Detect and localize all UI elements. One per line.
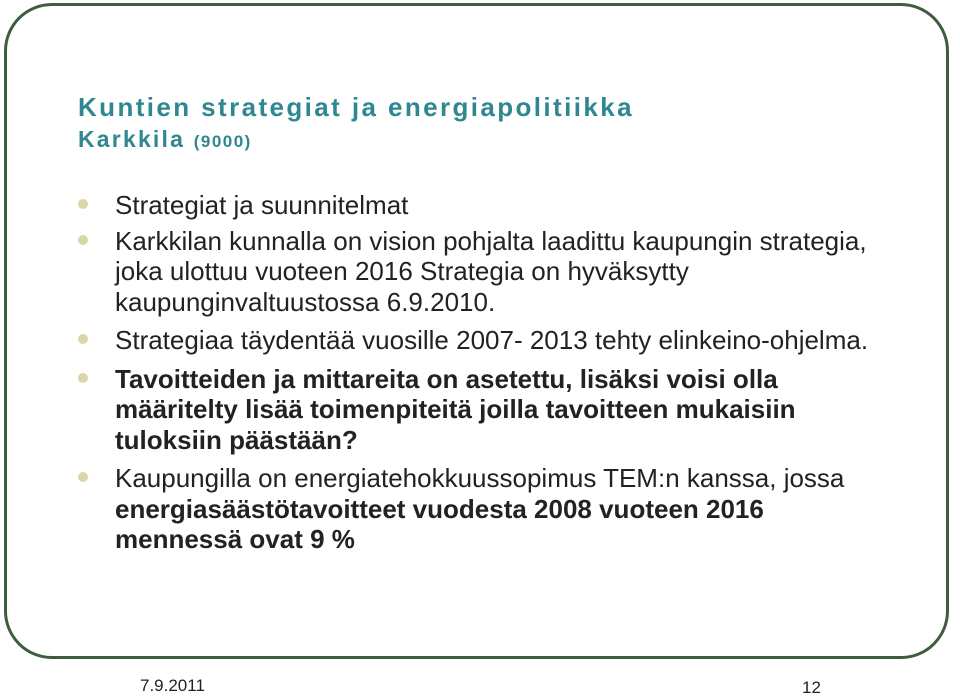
bullet-text-normal: Kaupungilla on energiatehokkuussopimus TEM:n kanssa, jossa <box>115 463 845 493</box>
list-item <box>78 226 878 318</box>
footer-date: 7.9.2011 <box>140 676 205 695</box>
bullet-text: Strategiat ja suunnitelmat <box>115 190 409 220</box>
bullet-text: Strategiaa täydentää vuosille 2007- 2013 tehty elinkeino-ohjelma. <box>115 325 869 355</box>
list-item <box>78 190 878 221</box>
list-item <box>78 463 878 555</box>
page-number: 12 <box>802 678 821 696</box>
title-population: (9000) <box>193 132 252 151</box>
bullet-dot-icon <box>78 472 88 482</box>
bullet-text: Tavoitteiden ja mittareita on asetettu, lisäksi voisi olla määritelty lisää toimenpiteitä joilla tavoitteen mukaisiin tuloksiin päästään? <box>115 363 796 455</box>
list-item <box>78 325 878 356</box>
bullet-dot-icon <box>78 235 88 245</box>
bullet-text-bold: energiasäästötavoitteet vuodesta 2008 vuoteen 2016 mennessä ovat 9 % <box>115 493 764 554</box>
bullet-dot-icon <box>78 199 88 209</box>
title-line-subtitle <box>78 124 898 157</box>
bullet-dot-icon <box>78 373 88 383</box>
title-municipality: Karkkila <box>78 126 186 152</box>
slide-title <box>78 90 898 157</box>
title-line-main: Kuntien strategiat ja energiapolitiikka <box>78 92 634 122</box>
bullet-list <box>78 190 878 563</box>
bullet-text: Karkkilan kunnalla on vision pohjalta laadittu kaupungin strategia, joka ulottuu vuoteen 2016 Strategia on hyväksytty kaupunginvaltuustossa 6.9.2010. <box>115 225 867 317</box>
bullet-dot-icon <box>78 334 88 344</box>
list-item <box>78 364 878 456</box>
